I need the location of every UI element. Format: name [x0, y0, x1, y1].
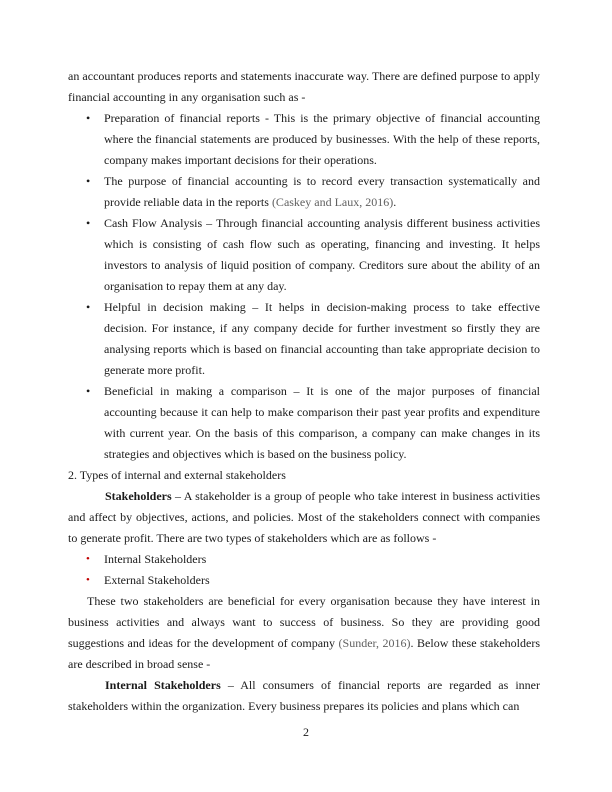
bullet-item — [68, 570, 540, 591]
paragraph — [68, 591, 540, 675]
bullet-icon: • — [86, 384, 91, 398]
bullet-item — [68, 171, 540, 213]
bullet-text — [104, 570, 540, 591]
page-number: 2 — [303, 725, 309, 739]
text-run: 2. Types of internal and external stakeholders — [68, 468, 286, 482]
text-run: Cash Flow Analysis – Through financial accounting analysis different business activities which is consisting of cash flow such as operating, financing and investing. It helps investors to analysis of liquid position of company. Creditors sure about the ability of an organisation to repay them at any day. — [104, 216, 540, 293]
paragraph — [68, 66, 540, 108]
text-run: – All consumers of financial reports are regarded as inner stakeholders within the organization. Every business prepares its policies and plans which can — [68, 678, 540, 713]
document-body — [68, 66, 540, 717]
text-run: an accountant produces reports and statements inaccurate way. There are defined purpose to apply financial accounting in any organisation such as - — [68, 69, 540, 104]
text-run: – A stakeholder is a group of people who take interest in business activities and affect by objectives, actions, and policies. Most of the stakeholders connect with companies to generate profit. There are two types of stakeholders which are as follows - — [68, 489, 540, 545]
bullet-icon: • — [86, 300, 91, 314]
bullet-icon: • — [86, 574, 90, 586]
bullet-item — [68, 297, 540, 381]
bullet-icon: • — [86, 111, 91, 125]
section-heading — [68, 465, 540, 486]
paragraph — [68, 486, 540, 549]
bullet-item — [68, 381, 540, 465]
text-run: Stakeholders — [105, 489, 172, 503]
text-run: . — [393, 195, 397, 209]
text-run: Helpful in decision making – It helps in decision-making process to take effective decision. For instance, if any company decide for further investment so firstly they are analysing reports which is based on financial accounting than take appropriate decision to generate more profit. — [104, 300, 540, 377]
text-run: These two stakeholders are beneficial for every organisation because they have interest in business activities and always want to success of business. So they are providing good suggestions and ideas for the development of company — [68, 594, 540, 650]
bullet-text — [104, 171, 540, 213]
bullet-text — [104, 297, 540, 381]
bullet-text — [104, 213, 540, 297]
bullet-item — [68, 108, 540, 171]
bullet-text — [104, 381, 540, 465]
bullet-icon: • — [86, 553, 90, 565]
text-run: . Below these stakeholders are described in broad sense - — [68, 636, 540, 671]
bullet-text — [104, 108, 540, 171]
bullet-item — [68, 213, 540, 297]
paragraph — [68, 675, 540, 717]
text-run: Internal Stakeholders — [105, 678, 221, 692]
text-run: The purpose of financial accounting is to record every transaction systematically and provide reliable data in the reports — [104, 174, 540, 209]
text-run: External Stakeholders — [104, 573, 210, 587]
citation-text: (Sunder, 2016) — [338, 636, 411, 650]
bullet-item — [68, 549, 540, 570]
text-run: Preparation of financial reports - This is the primary objective of financial accounting where the financial statements are produced by businesses. With the help of these reports, company makes important decisions for their operations. — [104, 111, 540, 167]
bullet-text — [104, 549, 540, 570]
text-run: Internal Stakeholders — [104, 552, 207, 566]
citation-text: (Caskey and Laux, 2016) — [271, 195, 394, 209]
bullet-icon: • — [86, 216, 91, 230]
text-run: Beneficial in making a comparison – It is one of the major purposes of financial accounting because it can help to make comparison their past year profits and expenditure with current year. On the basis of this comparison, a company can make changes in its strategies and objectives which is based on the business policy. — [104, 384, 540, 461]
bullet-icon: • — [86, 174, 91, 188]
